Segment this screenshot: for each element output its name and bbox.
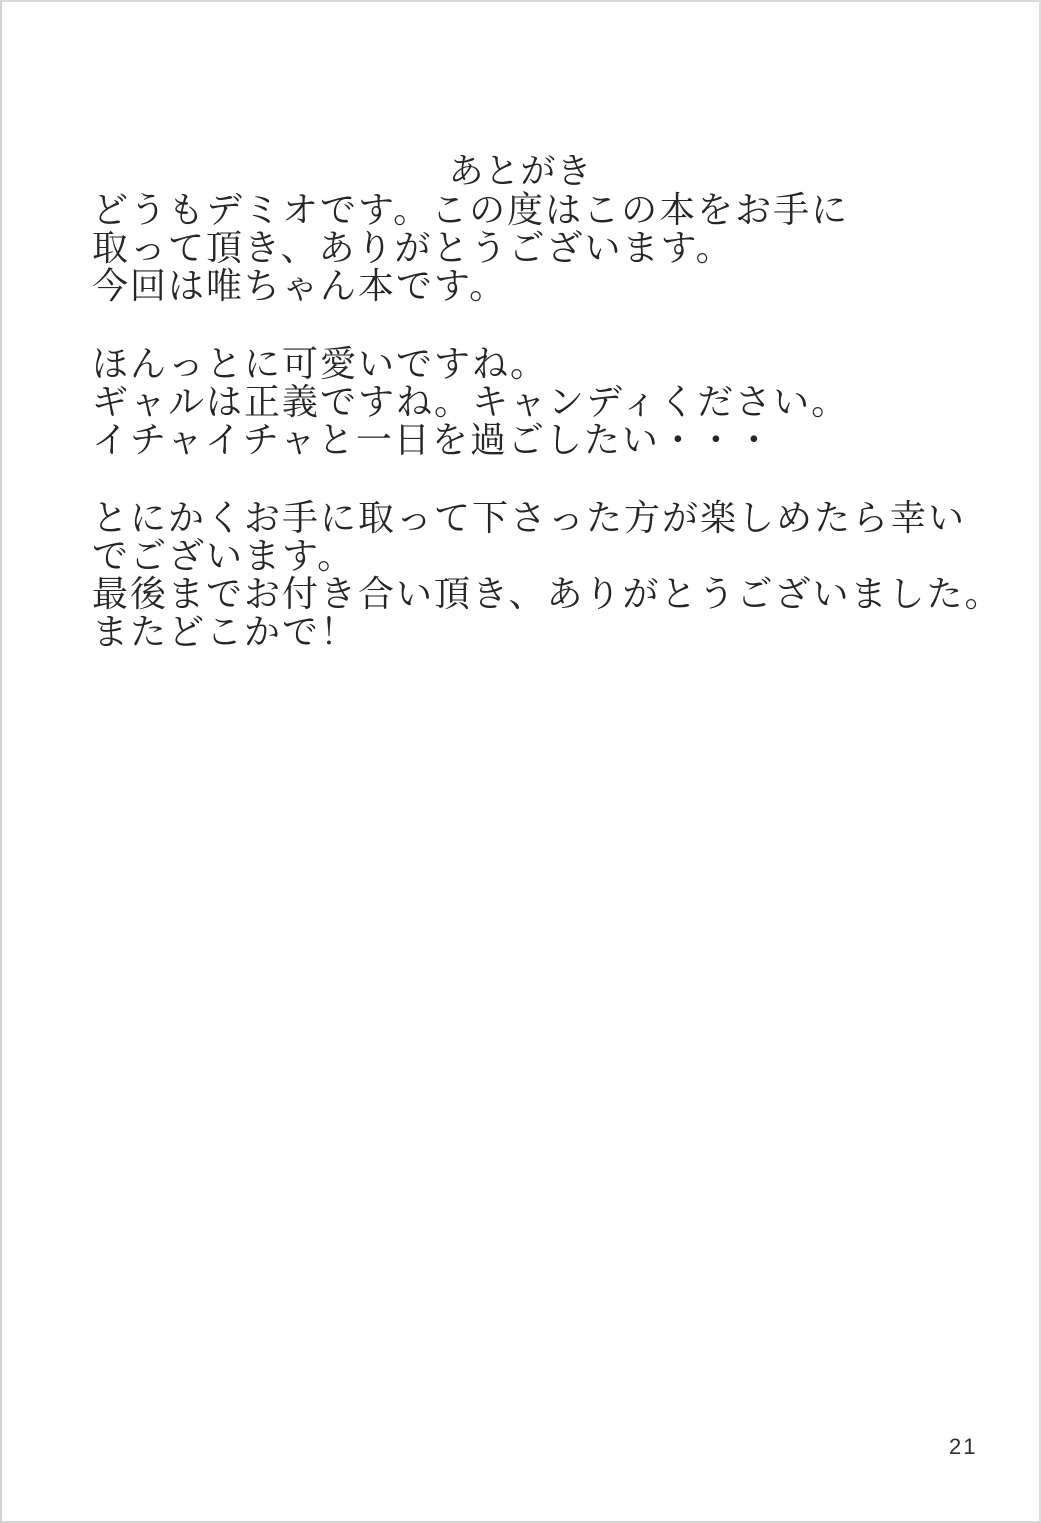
paragraph2-line3: イチャイチャと一日を過ごしたい・・・ (92, 420, 774, 460)
paragraph3-line3: 最後までお付き合い頂き、ありがとうございました。 (92, 574, 1003, 614)
paragraph-gap (2, 305, 1039, 345)
page-number: 21 (949, 1434, 978, 1459)
afterword-text-block (2, 153, 1039, 651)
paragraph-gap (2, 459, 1039, 499)
paragraph1-line1: どうもデミオです。この度はこの本をお手に (92, 190, 850, 230)
paragraph2-line2: ギャルは正義ですね。キャンディください。 (92, 382, 850, 422)
page-title: あとがき (448, 152, 593, 191)
paragraph3-line4: またどこかで！ (92, 612, 359, 652)
paragraph1-line2: 取って頂き、ありがとうございます。 (92, 228, 734, 268)
paragraph3-line2: でございます。 (92, 536, 356, 576)
paragraph1-line3: 今回は唯ちゃん本です。 (92, 266, 508, 306)
paragraph2-line1: ほんっとに可愛いですね。 (92, 344, 549, 384)
paragraph3-line1: とにかくお手に取って下さった方が楽しめたら幸い (92, 498, 967, 538)
